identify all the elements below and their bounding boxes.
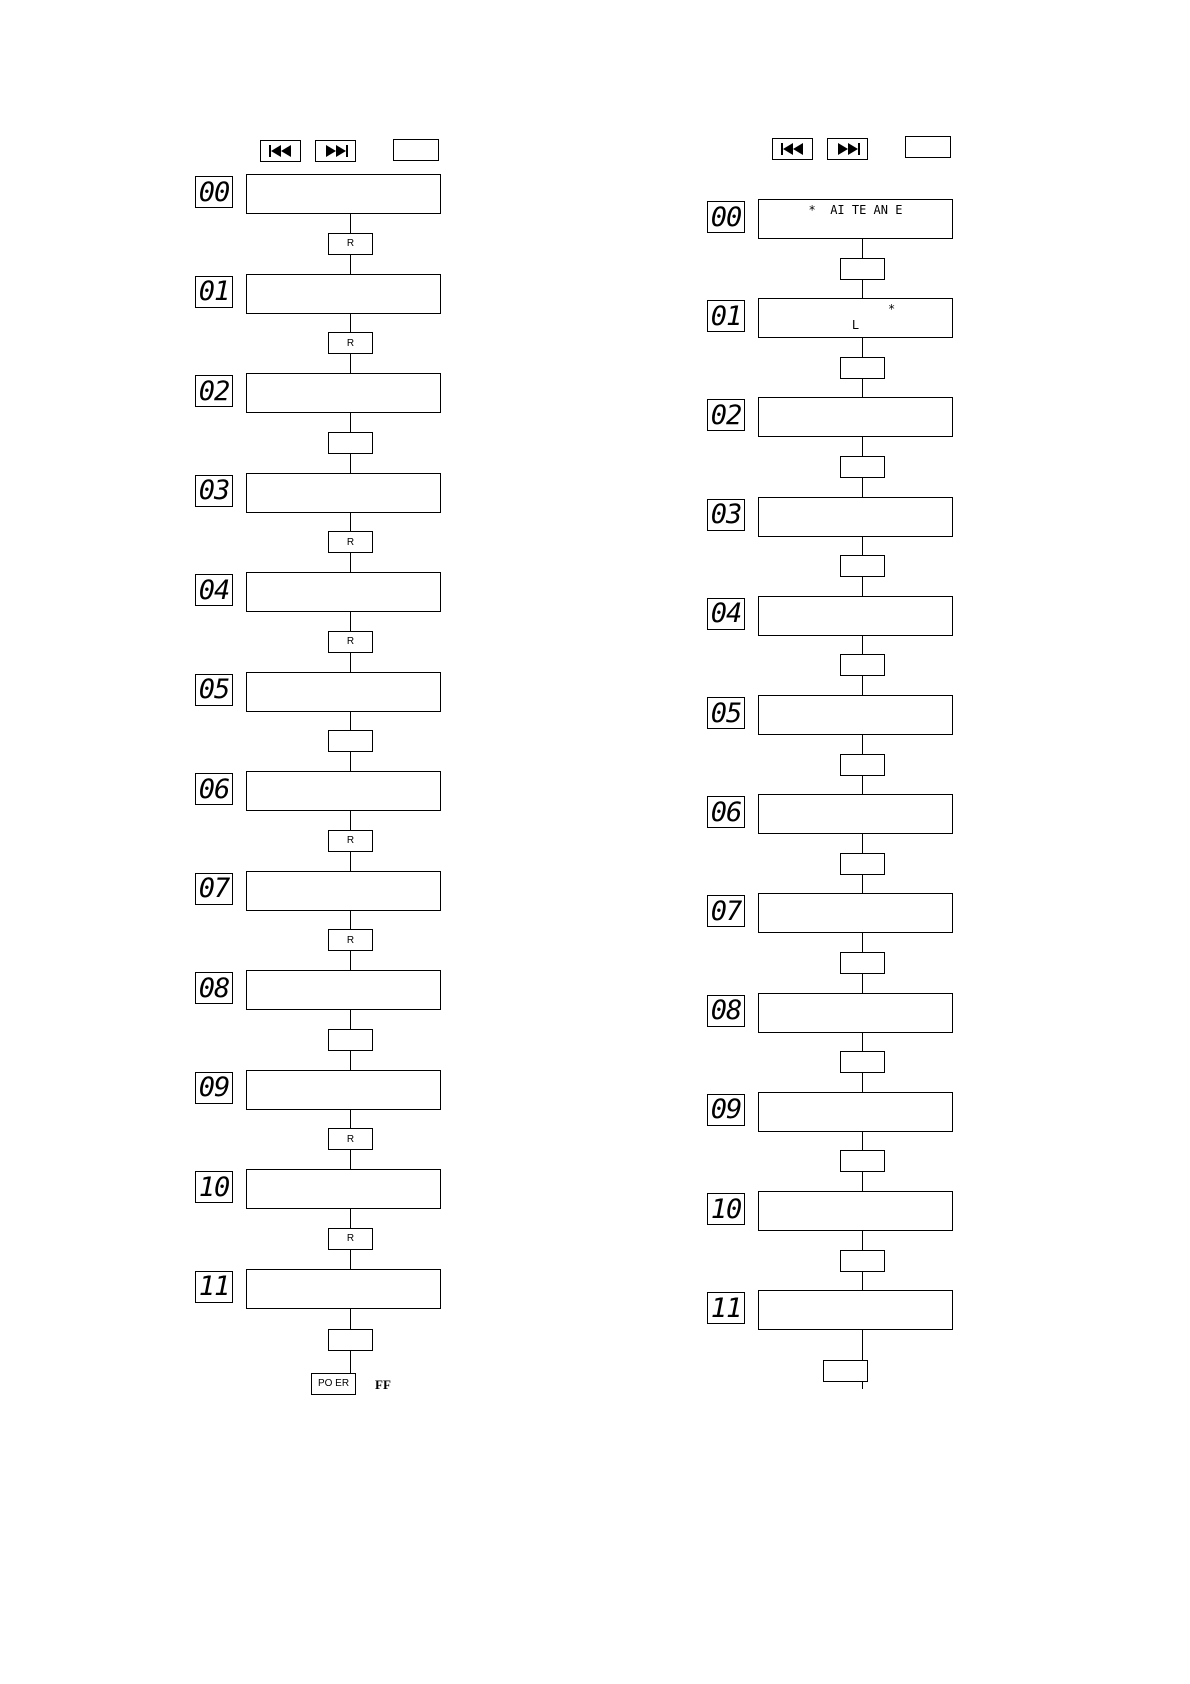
step-09	[195, 1070, 495, 1112]
step-02	[707, 397, 1007, 439]
display-panel	[758, 596, 953, 636]
display-panel	[246, 1070, 441, 1110]
step-number: 00	[707, 201, 745, 233]
step-number: 08	[707, 995, 745, 1027]
display-panel	[758, 1191, 953, 1231]
key-box: R	[328, 531, 373, 553]
skip-back-icon	[780, 143, 806, 155]
step-11	[707, 1290, 1007, 1332]
step-08	[195, 970, 495, 1012]
key-box	[328, 1029, 373, 1051]
step-number: 07	[707, 895, 745, 927]
key-box	[840, 357, 885, 379]
key-box: R	[328, 631, 373, 653]
step-06	[195, 771, 495, 813]
key-box	[840, 654, 885, 676]
end-label: FF	[375, 1376, 391, 1392]
key-box: R	[328, 332, 373, 354]
display-line-2: L	[851, 318, 860, 333]
step-07	[195, 871, 495, 913]
step-number: 10	[707, 1193, 745, 1225]
key-box: R	[328, 1128, 373, 1150]
key-box	[840, 853, 885, 875]
step-number: 06	[195, 773, 233, 805]
key-box	[328, 730, 373, 752]
connector-line	[862, 1330, 863, 1360]
step-number: 04	[707, 598, 745, 630]
key-box: R	[328, 830, 373, 852]
key-box	[840, 258, 885, 280]
display-panel	[758, 1290, 953, 1330]
step-00	[195, 174, 495, 216]
step-number: 06	[707, 796, 745, 828]
step-05	[707, 695, 1007, 737]
skip-back-button	[772, 138, 813, 160]
display-panel	[246, 970, 441, 1010]
step-10	[707, 1191, 1007, 1233]
display-panel	[246, 473, 441, 513]
display-panel	[246, 572, 441, 612]
step-number: 05	[195, 674, 233, 706]
step-04	[707, 596, 1007, 638]
step-06	[707, 794, 1007, 836]
step-01	[195, 274, 495, 316]
display-panel	[758, 298, 953, 338]
step-07	[707, 893, 1007, 935]
display-panel	[246, 871, 441, 911]
skip-forward-icon	[323, 145, 349, 157]
step-01	[707, 298, 1007, 340]
right-flow-column	[707, 0, 1007, 1684]
key-box: R	[328, 233, 373, 255]
step-number: 02	[707, 399, 745, 431]
step-number: 08	[195, 972, 233, 1004]
display-panel	[246, 174, 441, 214]
step-00	[707, 199, 1007, 241]
display-panel	[246, 373, 441, 413]
step-number: 07	[195, 873, 233, 905]
display-panel	[758, 1092, 953, 1132]
display-panel	[246, 1169, 441, 1209]
step-number: 03	[707, 499, 745, 531]
step-08	[707, 993, 1007, 1035]
step-number: 11	[195, 1271, 233, 1303]
display-panel	[758, 993, 953, 1033]
display-panel	[758, 199, 953, 239]
display-panel	[246, 1269, 441, 1309]
step-number: 10	[195, 1171, 233, 1203]
display-line-1: * AI TE AN E	[808, 203, 903, 217]
step-04	[195, 572, 495, 614]
display-panel	[246, 771, 441, 811]
step-number: 01	[707, 300, 745, 332]
display-panel	[758, 794, 953, 834]
step-number: 09	[195, 1072, 233, 1104]
header-blank-key	[905, 136, 951, 158]
key-box: R	[328, 1228, 373, 1250]
display-panel	[246, 672, 441, 712]
step-03	[707, 497, 1007, 539]
key-box	[328, 432, 373, 454]
step-05	[195, 672, 495, 714]
key-box	[840, 1051, 885, 1073]
step-number: 03	[195, 475, 233, 507]
step-03	[195, 473, 495, 515]
step-number: 01	[195, 276, 233, 308]
skip-forward-icon	[835, 143, 861, 155]
skip-forward-button	[315, 140, 356, 162]
key-box	[840, 754, 885, 776]
key-box: R	[328, 929, 373, 951]
step-09	[707, 1092, 1007, 1134]
display-panel	[246, 274, 441, 314]
power-key-box: PO ER	[311, 1373, 356, 1395]
step-number: 00	[195, 176, 233, 208]
key-box	[840, 555, 885, 577]
skip-back-button	[260, 140, 301, 162]
step-02	[195, 373, 495, 415]
step-number: 02	[195, 375, 233, 407]
skip-forward-button	[827, 138, 868, 160]
display-panel	[758, 397, 953, 437]
key-box	[840, 952, 885, 974]
header-blank-key	[393, 139, 439, 161]
display-panel	[758, 497, 953, 537]
step-number: 05	[707, 697, 745, 729]
key-box	[840, 1250, 885, 1272]
key-box	[328, 1329, 373, 1351]
step-10	[195, 1169, 495, 1211]
left-flow-column	[195, 0, 495, 1684]
skip-back-icon	[268, 145, 294, 157]
display-line-1: *	[815, 302, 896, 317]
step-number: 04	[195, 574, 233, 606]
display-panel	[758, 893, 953, 933]
key-box	[840, 1150, 885, 1172]
key-box	[840, 456, 885, 478]
key-box	[823, 1360, 868, 1382]
step-number: 11	[707, 1292, 745, 1324]
display-panel	[758, 695, 953, 735]
step-number: 09	[707, 1094, 745, 1126]
step-11	[195, 1269, 495, 1311]
